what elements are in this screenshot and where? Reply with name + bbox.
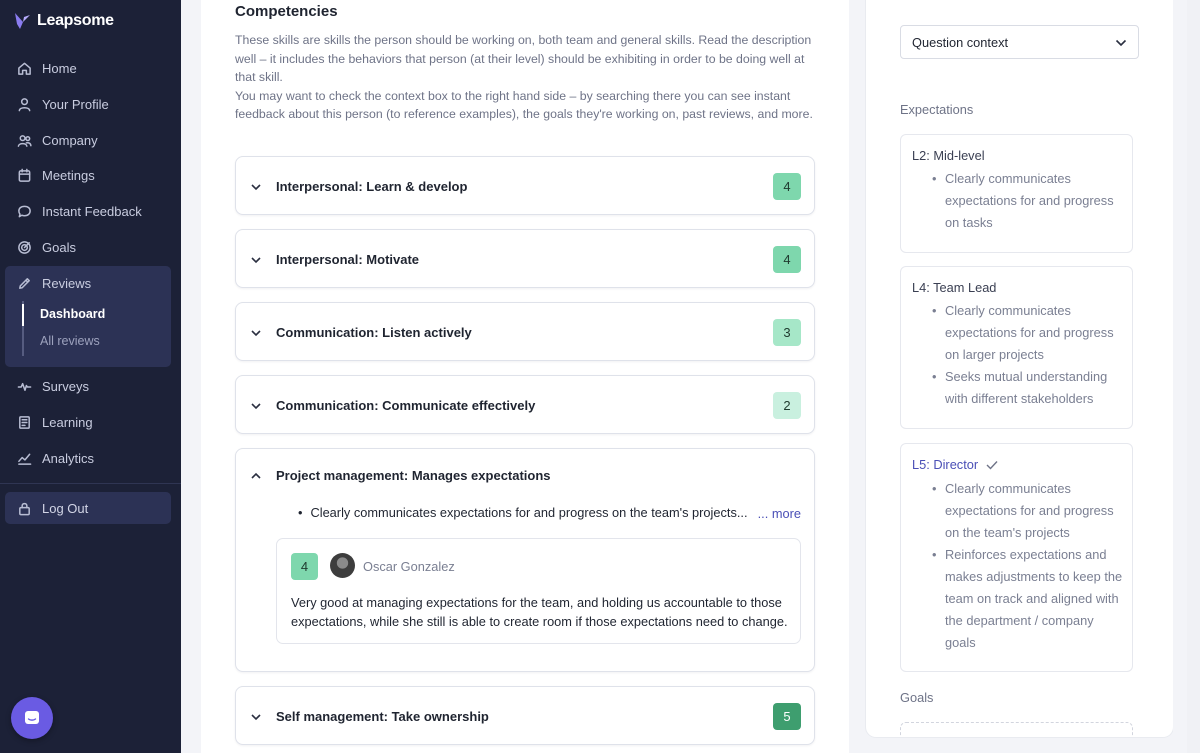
- pulse-icon: [17, 379, 32, 394]
- nav-group-reviews: [5, 266, 171, 367]
- logout-label: Log Out: [42, 500, 89, 516]
- goals-heading: Goals: [900, 690, 934, 705]
- nav-item-reviews[interactable]: [5, 266, 171, 301]
- nav-item-learning[interactable]: [0, 405, 181, 441]
- level-point: • Clearly communicates expectations for and progress on tasks: [930, 168, 1125, 234]
- competency-header[interactable]: [236, 449, 814, 501]
- brand-name: Leapsome: [37, 12, 114, 29]
- chevron-down-icon: [250, 180, 262, 192]
- users-icon: [17, 133, 32, 148]
- nav-label: Goals: [42, 239, 76, 255]
- logout-button[interactable]: [5, 492, 171, 524]
- bullet-dot: •: [298, 505, 303, 520]
- competency-title: Interpersonal: Motivate: [276, 251, 420, 267]
- subnav-item-dashboard[interactable]: Dashboard: [40, 307, 106, 321]
- competency-header[interactable]: [236, 230, 814, 288]
- score-badge: 4: [773, 173, 801, 200]
- level-point: • Seeks mutual understanding with different stakeholders: [930, 366, 1125, 410]
- score-badge: 5: [773, 703, 801, 730]
- nav-label: Analytics: [42, 450, 95, 466]
- level-point: • Clearly communicates expectations for and progress on larger projects: [930, 300, 1125, 366]
- level-title: [912, 148, 985, 163]
- user-icon: [17, 97, 32, 112]
- goals-placeholder: [900, 722, 1133, 737]
- level-title-text: L5: Director: [912, 457, 979, 472]
- select-value: Question context: [912, 34, 1009, 50]
- level-title: [912, 457, 998, 472]
- reviews-subnav: [22, 301, 105, 356]
- panel-gutter: [1173, 0, 1187, 753]
- level-point: • Reinforces expectations and makes adjustments to keep the team on track and aligned with the department / company goals: [930, 544, 1125, 654]
- support-chat-button[interactable]: [11, 697, 53, 739]
- competency-card: [235, 686, 815, 745]
- score-badge: 2: [773, 392, 801, 419]
- level-point: • Clearly communicates expectations for and progress on the team's projects: [930, 478, 1125, 544]
- competency-card: [235, 375, 815, 434]
- question-context-select[interactable]: [900, 25, 1139, 59]
- level-title-text: L2: Mid-level: [912, 148, 985, 163]
- expectation-level-card: [900, 266, 1133, 429]
- book-icon: [17, 415, 32, 430]
- feedback-score-badge: 4: [291, 553, 318, 580]
- chevron-down-icon: [250, 399, 262, 411]
- competency-title: Self management: Take ownership: [276, 708, 489, 724]
- nav-label: Company: [42, 132, 98, 148]
- competency-card: [235, 156, 815, 215]
- competency-card: [235, 302, 815, 361]
- leapsome-logo-icon: [14, 12, 31, 30]
- nav-item-surveys[interactable]: [0, 369, 181, 405]
- competency-header[interactable]: [236, 376, 814, 434]
- score-badge: 3: [773, 319, 801, 346]
- nav-label: Your Profile: [42, 97, 109, 113]
- level-points: [930, 168, 1125, 234]
- chevron-down-icon: [250, 326, 262, 338]
- competency-title: Communication: Listen actively: [276, 324, 472, 340]
- subnav-item-all-reviews[interactable]: All reviews: [40, 334, 100, 348]
- nav-label: Surveys: [42, 379, 89, 395]
- nav-item-meetings[interactable]: [0, 158, 181, 194]
- lock-icon: [17, 501, 32, 516]
- competency-card-expanded: [235, 448, 815, 672]
- nav-item-instant-feedback[interactable]: [0, 194, 181, 230]
- intro-paragraph-2: You may want to check the context box to the right hand side – by searching there you can see instant feedback about this person (to reference examples), the goals they're working on, past reviews, and more.: [235, 88, 813, 122]
- section-title: Competencies: [235, 3, 338, 20]
- nav-label: Reviews: [42, 276, 92, 291]
- sidebar: [0, 0, 181, 753]
- logo[interactable]: [14, 12, 114, 30]
- chart-icon: [17, 451, 32, 466]
- competency-header[interactable]: [236, 157, 814, 215]
- main-content: [201, 0, 849, 753]
- level-points: [930, 478, 1125, 654]
- pencil-icon: [17, 276, 32, 291]
- intro-paragraph-1: These skills are skills the person should be working on, both team and general skills. Read the description well – it includes the behaviors that person (at their level) should be exhibiting in order to be doing well at that skill.: [235, 33, 812, 85]
- expectation-level-card-current: [900, 443, 1133, 672]
- nav-label: Instant Feedback: [42, 204, 142, 220]
- feedback-entry: [276, 538, 801, 644]
- context-panel: [866, 0, 1173, 737]
- chat-widget-icon: [23, 709, 41, 727]
- active-indicator: [22, 304, 24, 326]
- nav-label: Meetings: [42, 168, 95, 184]
- nav-item-home[interactable]: [0, 51, 181, 87]
- competency-title: Interpersonal: Learn & develop: [276, 178, 468, 194]
- avatar: [330, 553, 355, 578]
- expectation-bullet: [298, 505, 748, 520]
- secondary-nav: [0, 369, 181, 476]
- section-intro: [235, 31, 815, 124]
- level-points: [930, 300, 1125, 410]
- competency-title: Communication: Communicate effectively: [276, 397, 536, 413]
- nav-item-company[interactable]: [0, 122, 181, 158]
- nav-label: Home: [42, 61, 77, 77]
- chevron-down-icon: [250, 253, 262, 265]
- divider: [0, 483, 181, 484]
- feedback-text: Very good at managing expectations for the team, and holding us accountable to those expectations, while she still is able to create room if those expectations need to change.: [291, 595, 788, 629]
- expectation-level-card: [900, 134, 1133, 253]
- chevron-up-icon: [250, 469, 262, 481]
- competency-card: [235, 229, 815, 288]
- more-link[interactable]: ... more: [757, 506, 801, 521]
- chevron-down-icon: [1115, 38, 1127, 48]
- nav-item-goals[interactable]: [0, 229, 181, 265]
- chevron-down-icon: [250, 710, 262, 722]
- scrollbar[interactable]: [1187, 0, 1200, 753]
- calendar-icon: [17, 168, 32, 183]
- level-title: [912, 280, 996, 295]
- competency-header[interactable]: [236, 303, 814, 361]
- expectations-heading: Expectations: [900, 102, 974, 117]
- main-nav: [0, 51, 181, 265]
- score-badge: 4: [773, 246, 801, 273]
- competency-header[interactable]: [236, 687, 814, 745]
- target-icon: [17, 240, 32, 255]
- chat-icon: [17, 204, 32, 219]
- nav-item-analytics[interactable]: [0, 440, 181, 476]
- nav-item-profile[interactable]: [0, 87, 181, 123]
- nav-label: Learning: [42, 415, 93, 431]
- expectation-text: Clearly communicates expectations for and progress on the team's projects...: [310, 505, 748, 520]
- level-title-text: L4: Team Lead: [912, 280, 997, 295]
- reviewer-name: Oscar Gonzalez: [363, 559, 455, 574]
- competency-title: Project management: Manages expectations: [276, 467, 551, 483]
- check-icon: [986, 460, 998, 470]
- home-icon: [17, 61, 32, 76]
